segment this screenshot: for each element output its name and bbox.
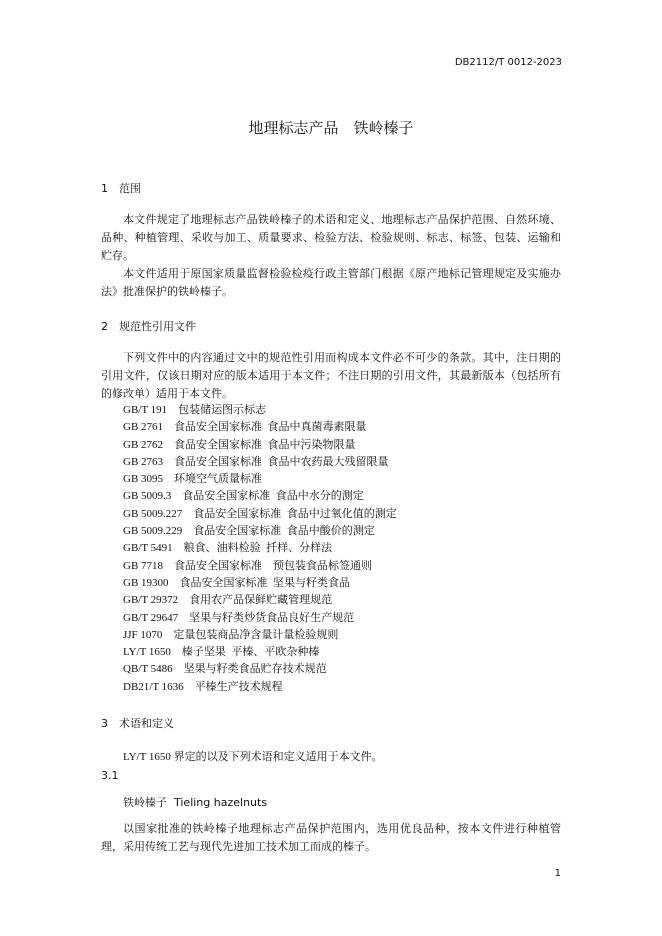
terms-intro-paragraph: LY/T 1650 界定的以及下列术语和定义适用于本文件。: [123, 751, 383, 763]
reference-item: GB 2763 食品安全国家标准 食品中农药最大残留限量: [123, 455, 389, 468]
term-name: 铁岭榛子 Tieling hazelnuts: [123, 796, 268, 809]
section-heading-scope: 1 范围: [101, 182, 141, 195]
scope-paragraph-2: 本文件适用于原国家质量监督检验检疫行政主管部门根据《原产地标记管理规定及实施办法》批准保护的铁岭榛子。: [101, 268, 561, 298]
reference-list: [123, 402, 397, 696]
reference-item: GB 3095 环境空气质量标准: [123, 473, 263, 486]
section-heading-normative-references: 2 规范性引用文件: [101, 320, 196, 333]
reference-item: GB/T 29372 食用农产品保鲜贮藏管理规范: [123, 594, 333, 607]
reference-item: GB/T 5491 粮食、油料检验 扦样、分样法: [123, 542, 333, 555]
term-number: 3.1: [101, 769, 119, 782]
reference-item: GB 5009.3 食品安全国家标准 食品中水分的测定: [123, 490, 364, 503]
reference-item: JJF 1070 定量包装商品净含量计量检验规则: [123, 628, 339, 641]
reference-item: GB 5009.229 食品安全国家标准 食品中酸价的测定: [123, 525, 375, 538]
term-definition: 以国家批准的铁岭榛子地理标志产品保护范围内，选用优良品种，按本文件进行种植管理，采用传统工艺与现代先进加工技术加工而成的榛子。: [101, 823, 561, 853]
reference-item: GB 2761 食品安全国家标准 食品中真菌毒素限量: [123, 421, 367, 434]
document-code: DB2112/T 0012-2023: [454, 57, 562, 68]
reference-item: QB/T 5486 坚果与籽类食品贮存技术规范: [123, 663, 327, 676]
reference-item: GB 2762 食品安全国家标准 食品中污染物限量: [123, 438, 356, 451]
references-intro-paragraph: 下列文件中的内容通过文中的规范性引用而构成本文件必不可少的条款。其中，注日期的引用文件，仅该日期对应的版本适用于本文件；不注日期的引用文件，其最新版本（包括所有的修改单）适用于本文件。: [101, 352, 561, 400]
page-number: 1: [554, 868, 561, 879]
scope-paragraph-1: 本文件规定了地理标志产品铁岭榛子的术语和定义、地理标志产品保护范围、自然环境、品种、种植管理、采收与加工、质量要求、检验方法、检验规则、标志、标签、包装、运输和贮存。: [101, 214, 561, 262]
reference-item: GB 7718 食品安全国家标准 预包装食品标签通则: [123, 559, 373, 572]
section-heading-terms-definitions: 3 术语和定义: [101, 717, 174, 730]
reference-item: GB 19300 食品安全国家标准 坚果与籽类食品: [123, 576, 351, 589]
reference-item: LY/T 1650 榛子坚果 平榛、平欧杂种榛: [123, 646, 320, 659]
reference-item: GB 5009.227 食品安全国家标准 食品中过氧化值的测定: [123, 507, 397, 520]
page-title: 地理标志产品 铁岭榛子: [248, 119, 414, 137]
reference-item: DB21/T 1636 平榛生产技术规程: [123, 680, 283, 693]
reference-item: GB/T 191 包装储运图示标志: [123, 404, 267, 416]
reference-item: GB/T 29647 坚果与籽类炒货食品良好生产规范: [123, 611, 355, 624]
